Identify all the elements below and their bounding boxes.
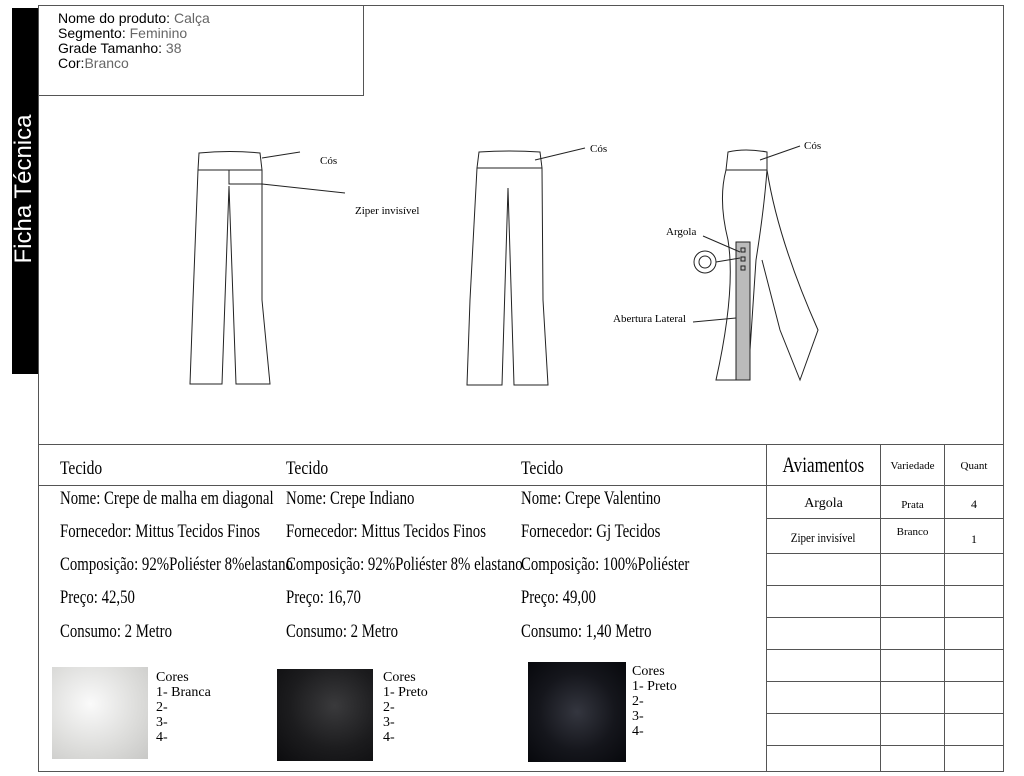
- fabric-1-name: Nome: Crepe de malha em diagonal: [60, 488, 274, 509]
- back-view-drawing: [467, 148, 585, 385]
- fabric-header-row: [38, 445, 766, 486]
- sidebar-title-bar: [12, 8, 38, 374]
- aviamentos-qty-2: 1: [944, 518, 1004, 554]
- aviamentos-empty-cell: [880, 713, 945, 746]
- fabric-3-colors: Cores 1- Preto 2- 3- 4-: [632, 664, 677, 739]
- product-segment: Feminino: [129, 25, 188, 41]
- aviamentos-empty-cell: [880, 745, 945, 772]
- product-name-row: Nome do produto: Calça: [58, 10, 210, 26]
- aviamentos-qty-1: 4: [944, 485, 1004, 519]
- fabric-2-composition: Composição: 92%Poliéster 8% elastano: [286, 554, 523, 575]
- aviamentos-empty-cell: [766, 553, 881, 586]
- aviamentos-variety-1: Prata: [880, 485, 945, 519]
- fabric-3-composition: Composição: 100%Poliéster: [521, 554, 690, 575]
- fabric-1-swatch: [52, 667, 148, 759]
- aviamentos-empty-cell: [944, 713, 1004, 746]
- aviamentos-empty-cell: [880, 585, 945, 618]
- aviamentos-empty-cell: [766, 649, 881, 682]
- aviamentos-table: [766, 444, 1004, 772]
- fabric-3-name: Nome: Crepe Valentino: [521, 488, 661, 509]
- fabric-3-supplier: Fornecedor: Gj Tecidos: [521, 521, 661, 542]
- product-segment-row: Segmento: Feminino: [58, 25, 188, 41]
- aviamentos-empty-cell: [944, 617, 1004, 650]
- aviamentos-empty-cell: [766, 585, 881, 618]
- aviamentos-empty-cell: [944, 745, 1004, 772]
- product-color: Branco: [84, 55, 129, 71]
- product-size: 38: [165, 40, 182, 56]
- callout-back-cos: Cós: [590, 143, 608, 155]
- fabric-2-price: Preço: 16,70: [286, 587, 361, 608]
- product-color-row: Cor:Branco: [58, 55, 129, 71]
- callout-front-zipper: Ziper invisível: [355, 205, 420, 217]
- technical-drawings: [38, 96, 1004, 444]
- aviamentos-empty-cell: [944, 681, 1004, 714]
- aviamentos-empty-cell: [766, 745, 881, 772]
- fabric-3-consumption: Consumo: 1,40 Metro: [521, 621, 652, 642]
- aviamentos-item-1: Argola: [766, 485, 881, 519]
- aviamentos-col-qty: Quant: [944, 444, 1004, 486]
- product-info-box: [38, 5, 364, 96]
- aviamentos-empty-cell: [880, 649, 945, 682]
- callout-side-cos: Cós: [804, 140, 822, 152]
- fabric-1-consumption: Consumo: 2 Metro: [60, 621, 172, 642]
- aviamentos-item-2: Ziper invisível: [766, 518, 881, 554]
- aviamentos-empty-cell: [766, 617, 881, 650]
- aviamentos-empty-cell: [944, 649, 1004, 682]
- product-name: Calça: [173, 10, 210, 26]
- fabric-2-colors: Cores 1- Preto 2- 3- 4-: [383, 670, 428, 745]
- sidebar-title: Ficha Técnica: [10, 114, 37, 264]
- aviamentos-empty-cell: [766, 681, 881, 714]
- fabric-1-price: Preço: 42,50: [60, 587, 135, 608]
- fabric-2-heading: Tecido: [286, 458, 329, 479]
- fabric-2-swatch: [277, 669, 373, 761]
- callout-side-abertura: Abertura Lateral: [613, 313, 686, 325]
- fabric-1-heading: Tecido: [60, 458, 103, 479]
- aviamentos-empty-cell: [880, 617, 945, 650]
- aviamentos-col-variety: Variedade: [880, 444, 945, 486]
- fabric-2-consumption: Consumo: 2 Metro: [286, 621, 398, 642]
- fabric-1-colors: Cores 1- Branca 2- 3- 4-: [156, 670, 211, 745]
- side-view-drawing: [693, 146, 818, 380]
- aviamentos-empty-cell: [880, 681, 945, 714]
- fabric-3-heading: Tecido: [521, 458, 564, 479]
- callout-side-argola: Argola: [666, 226, 697, 238]
- front-view-drawing: [190, 152, 345, 385]
- aviamentos-empty-cell: [944, 585, 1004, 618]
- product-size-row: Grade Tamanho: 38: [58, 40, 182, 56]
- fabric-2-supplier: Fornecedor: Mittus Tecidos Finos: [286, 521, 486, 542]
- callout-front-cos: Cós: [320, 155, 338, 167]
- fabric-1-composition: Composição: 92%Poliéster 8%elastano: [60, 554, 293, 575]
- aviamentos-variety-2: Branco: [880, 518, 945, 554]
- aviamentos-title: Aviamentos: [766, 444, 881, 486]
- aviamentos-empty-cell: [880, 553, 945, 586]
- aviamentos-empty-cell: [944, 553, 1004, 586]
- fabric-2-name: Nome: Crepe Indiano: [286, 488, 415, 509]
- fabric-3-price: Preço: 49,00: [521, 587, 596, 608]
- aviamentos-empty-cell: [766, 713, 881, 746]
- fabric-3-swatch: [528, 662, 626, 762]
- fabric-1-supplier: Fornecedor: Mittus Tecidos Finos: [60, 521, 260, 542]
